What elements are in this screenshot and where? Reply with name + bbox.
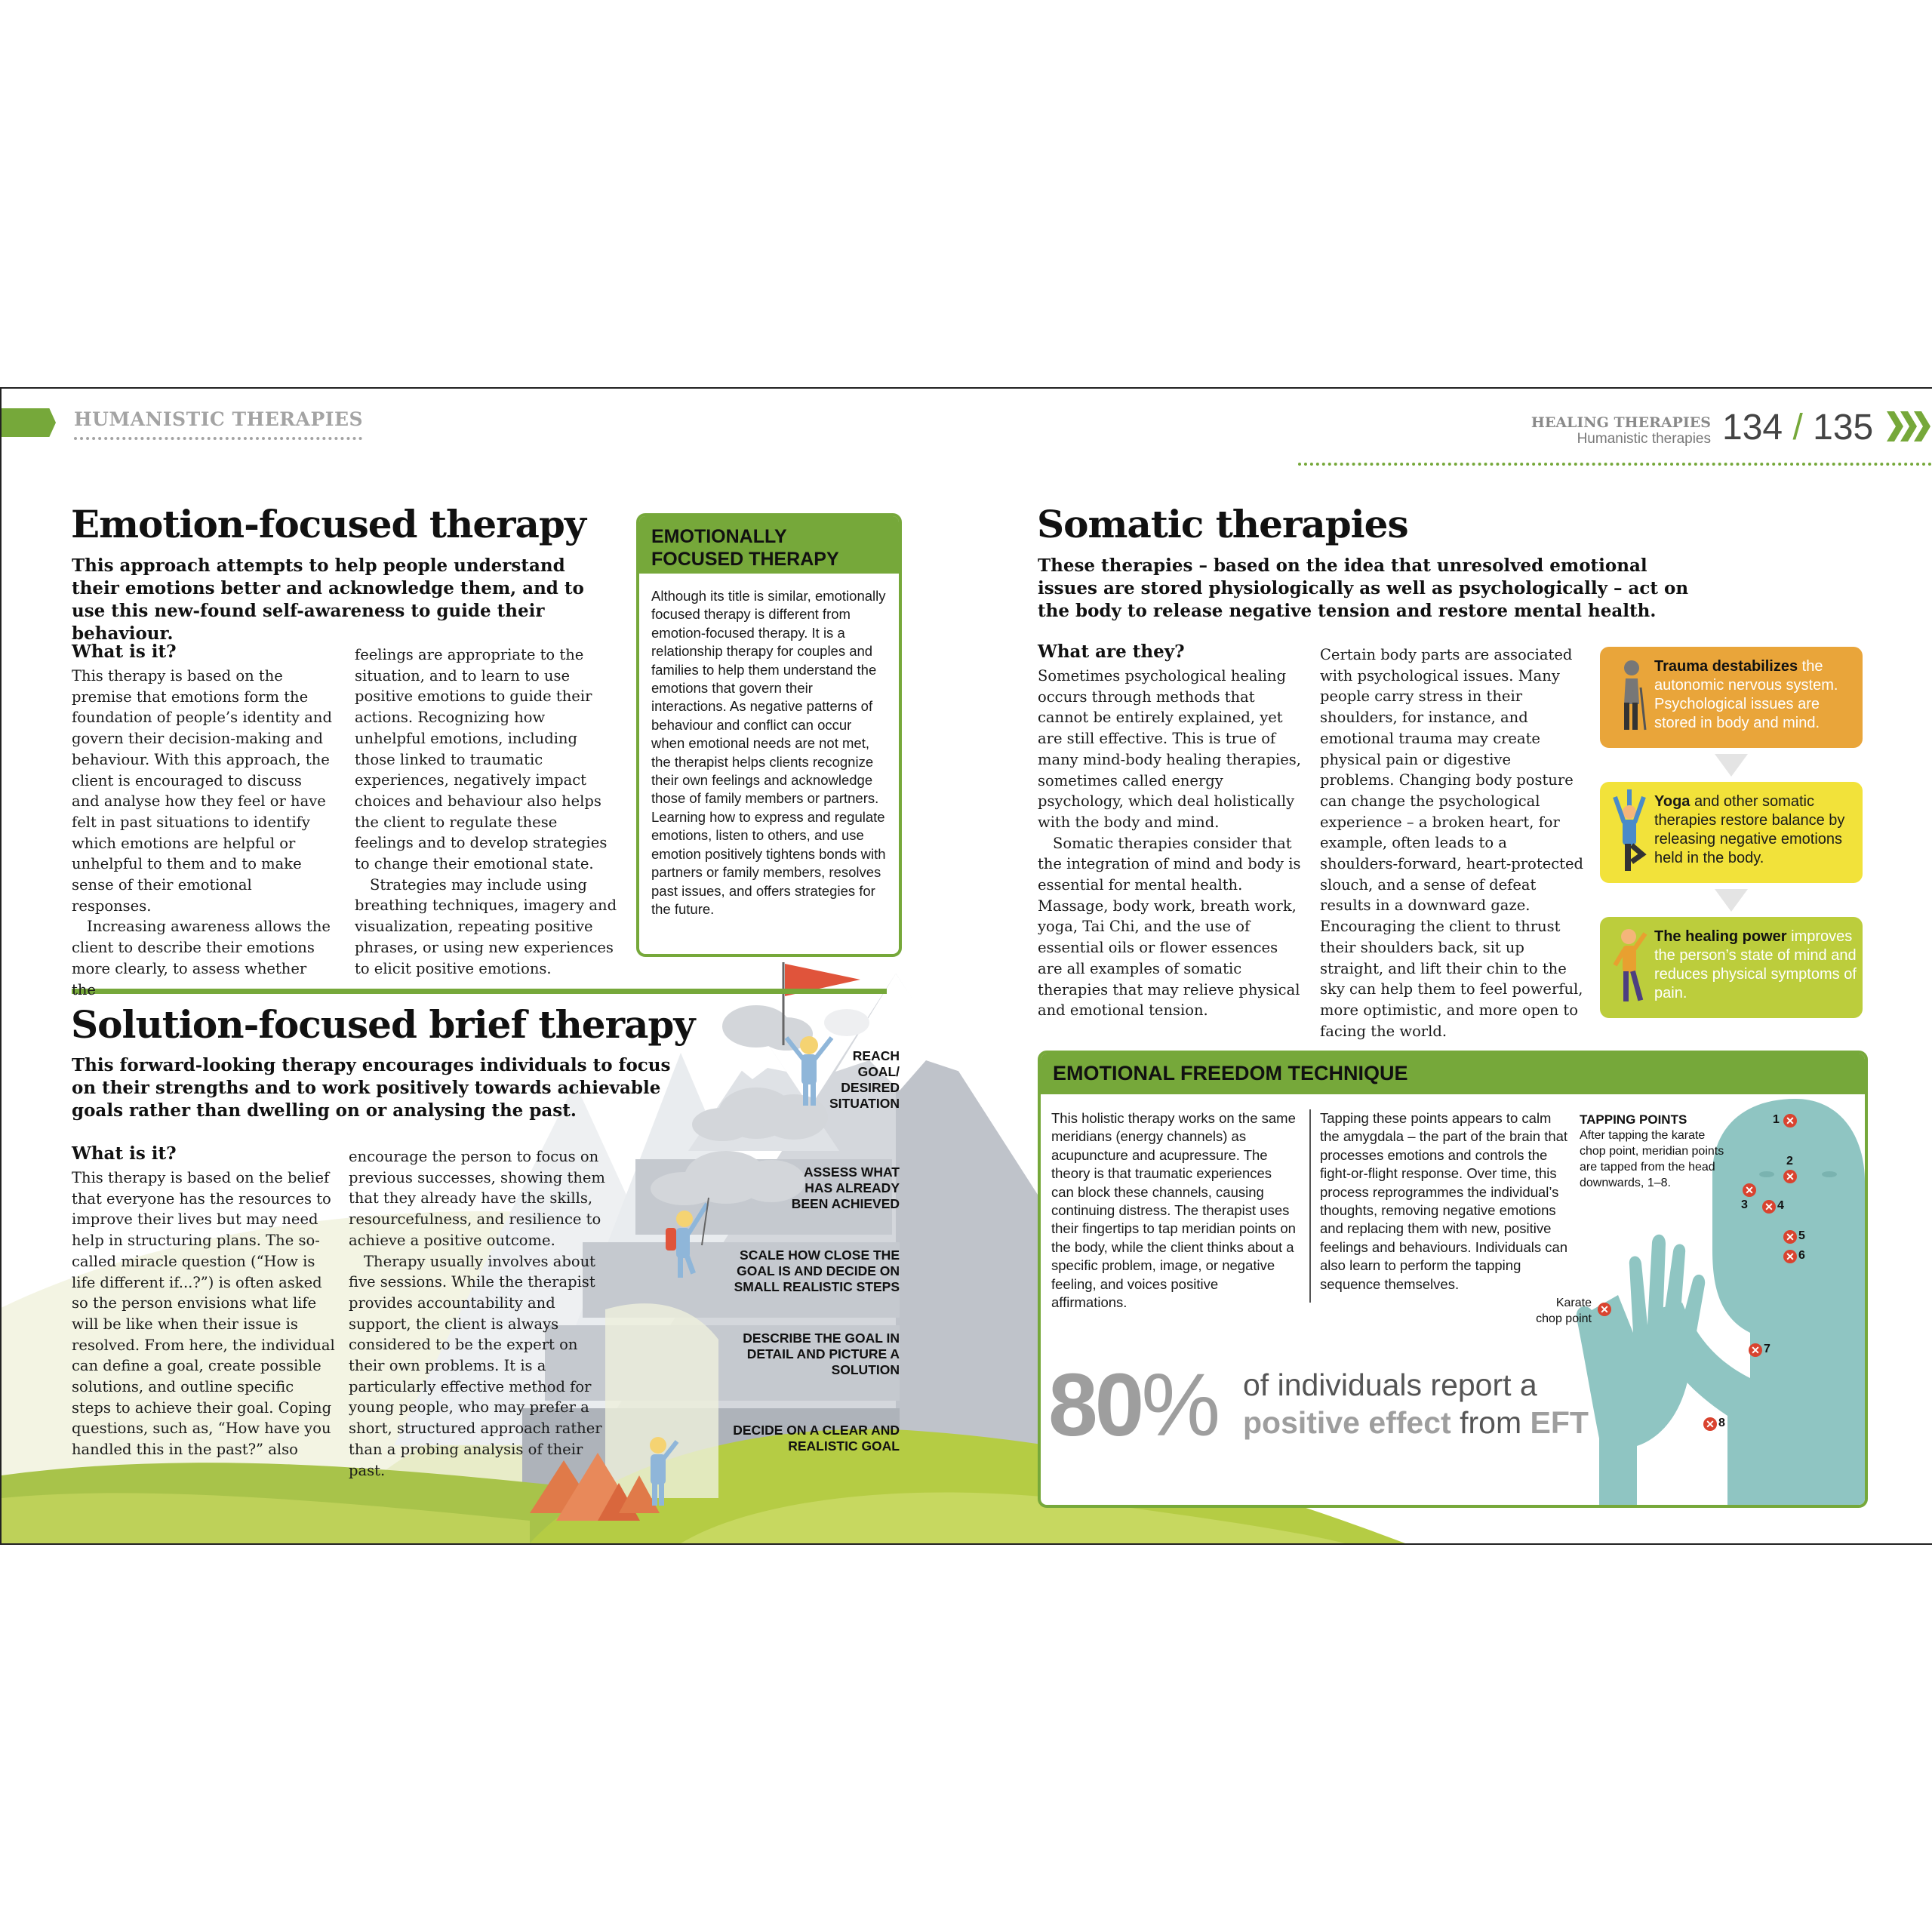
emotion-what-is-it: What is it? (72, 641, 177, 662)
tap-label-3: 3 (1741, 1198, 1748, 1211)
somatic-lead: These therapies – based on the idea that unresolved emotional issues are stored physiologically as well as psychologically – act on the body to release negative tension and restore mental health. (1038, 555, 1689, 621)
paragraph: This therapy is based on the belief that everyone has the resources to improve their lives but may need help in structuring plans. The so-called miracle question (“How is life different if...?”) is often asked so the person envisions what life will be like when their issue is resolved. From here, the individual can define a goal, create possible solutions, and outline specific steps to achieve their goal. Coping questions, such as, “How have you handled this in the past?” also (72, 1169, 335, 1459)
card-healing (1600, 917, 1863, 1018)
right-section-label: HEALING THERAPIES (1531, 414, 1711, 431)
karate-label-line1: Karate (1555, 1297, 1592, 1309)
emotion-col2 (355, 645, 620, 979)
somatic-col1 (1038, 666, 1302, 1021)
tap-point-1-icon: ✕ (1783, 1114, 1797, 1128)
arrow-down-icon (1715, 889, 1748, 912)
left-header-tab (2, 408, 56, 437)
paragraph: This therapy is based on the premise that emotions form the foundation of people’s identity and govern their decision-making and behaviour. With this approach, the client is encouraged to discuss and analyse how they feel or have felt in past situations to identify which emotions are helpful or unhelpful to them and to make sense of their emotional responses. (72, 667, 332, 915)
eft-col-divider (1309, 1109, 1311, 1303)
stooped-person-icon (1611, 657, 1648, 733)
left-running-head: HUMANISTIC THERAPIES (74, 408, 364, 430)
tap-label-4: 4 (1777, 1199, 1784, 1212)
tap-point-7-icon: ✕ (1749, 1343, 1762, 1357)
card-text: improves the person’s state of mind and reduces physical symptoms of pain. (1654, 928, 1857, 1001)
page-number-right: 135 (1813, 408, 1874, 448)
solution-col1 (72, 1168, 336, 1460)
tap-label-6: 6 (1798, 1249, 1805, 1262)
card-text: and other somatic therapies restore balance by releasing negative emotions held in the body. (1654, 793, 1845, 866)
tap-point-4-icon: ✕ (1762, 1200, 1776, 1214)
karate-label-line2: chop point (1536, 1312, 1592, 1325)
emotionally-focused-box (636, 513, 902, 957)
paragraph: Certain body parts are associated with psychological issues. Many people carry stress in their shoulders, for instance, and emotional trauma may create physical pain or digestive problems. Changing body posture can change the psychological experience – a broken heart, for example, often leads to a shoulders-forward, heart-protected slouch, and a sense of defeat results in a downward gaze. Encouraging the client to thrust their shoulders back, sit up straight, and lift their chin to the sky can help them to feel powerful, more optimistic, and more open to facing the world. (1320, 646, 1584, 1040)
card-bold: Trauma destabilizes (1654, 658, 1798, 675)
paragraph: Sometimes psychological healing occurs through methods that cannot be entirely explained, yet are still effective. This is true of many mind-body healing therapies, sometimes called energy psychology, which deal holistically with the body and mind. (1038, 667, 1301, 831)
step-scale: SCALE HOW CLOSE THE GOAL IS AND DECIDE ON SMALL REALISTIC STEPS (734, 1247, 900, 1294)
page-numbers (1722, 407, 1873, 448)
paragraph: Increasing awareness allows the client to describe their emotions more clearly, to assess whether the (72, 918, 331, 998)
solution-col2 (349, 1146, 614, 1481)
emotion-focused-lead: This approach attempts to help people understand their emotions better and acknowledge them, and to use this new-found self-awareness to guide their behaviour. (72, 555, 584, 644)
tapping-points-text: After tapping the karate chop point, meridian points are tapped from the head downwards, 1–8. (1580, 1129, 1724, 1189)
card-bold: Yoga (1654, 793, 1690, 810)
stat-number: 80 (1048, 1355, 1142, 1455)
emotionally-focused-box-text: Although its title is similar, emotionally focused therapy is different from emotion-focused therapy. It is a relationship therapy for couples and families to help them understand the emotions that govern their interactions. As negative patterns of behaviour and conflict can occur when emotional needs are not met, the therapist helps clients recognize their own feelings and acknowledge those of family members or partners. Learning how to express and regulate emotions, listen to others, and use emotion positively tightens bonds with partners or family members, resolves past issues, and offers strategies for the future. (651, 588, 886, 917)
solution-focused-title: Solution-focused brief therapy (71, 1002, 695, 1047)
tap-point-5-icon: ✕ (1783, 1230, 1797, 1244)
eft-box-header: EMOTIONAL FREEDOM TECHNIQUE (1041, 1054, 1865, 1094)
card-yoga-text (1654, 792, 1857, 868)
stat-caption (1243, 1366, 1589, 1441)
stat-text-b: from (1451, 1405, 1531, 1440)
arrow-down-icon (1715, 754, 1748, 777)
stat-emph-a: positive effect (1243, 1405, 1451, 1440)
left-header-dots (74, 437, 362, 440)
eft-col2: Tapping these points appears to calm the amygdala – the part of the brain that processes emotions and controls the fight-or-flight response. Over time, this process reprogrammes the individual’s thoughts, removing negative emotions and replacing them with new, positive feelings and behaviours. Individuals can also learn to perform the tapping sequence themselves. (1320, 1110, 1568, 1292)
card-bold: The healing power (1654, 928, 1787, 945)
tap-point-6-icon: ✕ (1783, 1250, 1797, 1263)
step-decide: DECIDE ON A CLEAR AND REALISTIC GOAL (733, 1423, 900, 1454)
somatic-title: Somatic therapies (1037, 502, 1408, 546)
tap-point-3-icon: ✕ (1743, 1183, 1756, 1197)
paragraph: Therapy usually involves about five sessions. While the therapist provides accountability and support, the client is always considered to be the expert on their own problems. It is a particularly effective method for young people, who may prefer a short, structured approach rather than a probing analysis of their past. (349, 1252, 602, 1479)
stat-line2 (1243, 1404, 1589, 1441)
stat-unit: % (1141, 1355, 1221, 1455)
page-number-sep: / (1792, 408, 1803, 448)
step-describe: DESCRIBE THE GOAL IN DETAIL AND PICTURE A SOLUTION (743, 1331, 900, 1377)
tap-label-8: 8 (1718, 1417, 1725, 1429)
stat-80-percent (1048, 1354, 1220, 1457)
somatic-what-are-they: What are they? (1038, 641, 1185, 662)
right-running-head (1481, 414, 1711, 448)
tap-label-5: 5 (1798, 1229, 1805, 1242)
tap-label-7: 7 (1764, 1343, 1770, 1355)
tap-point-karate-icon: ✕ (1598, 1303, 1611, 1316)
eft-col1: This holistic therapy works on the same meridians (energy channels) as acupuncture and acupressure. The theory is that traumatic experiences can block these channels, causing continuing distress. The therapist uses their fingertips to tap meridian points on the body, while the client thinks about a specific problem, image, or negative feeling, and voices positive affirmations. (1051, 1110, 1296, 1311)
right-header-dots (1298, 463, 1932, 466)
card-trauma-text (1654, 657, 1854, 733)
healed-person-icon (1609, 928, 1650, 1006)
stat-emph-c: EFT (1530, 1405, 1589, 1440)
box-title-line1: EMOTIONALLY (651, 526, 787, 547)
step-assess: ASSESS WHAT HAS ALREADY BEEN ACHIEVED (791, 1164, 900, 1211)
page-number-left: 134 (1722, 408, 1783, 448)
somatic-col2 (1320, 645, 1586, 1041)
solution-focused-lead: This forward-looking therapy encourages individuals to focus on their strengths and to work positively towards achievable goals rather than dwelling on or analysing the past. (72, 1055, 671, 1121)
card-text: the autonomic nervous system. Psychological issues are stored in body and mind. (1654, 658, 1838, 731)
book-spread (0, 387, 1932, 1545)
emotion-focused-title: Emotion-focused therapy (71, 502, 586, 546)
card-healing-text (1654, 928, 1857, 1003)
card-yoga (1600, 782, 1863, 883)
paragraph: Somatic therapies consider that the integration of mind and body is essential for mental health. Massage, body work, breath work, yoga, Tai Chi, and the use of essential oils or flower essences are all examples of somatic therapies that may relieve physical and emotional tension. (1038, 834, 1301, 1020)
paragraph: feelings are appropriate to the situation, and to learn to use positive emotions to guide their actions. Recognizing how unhelpful emotions, including those linked to traumatic experiences, negatively impact choices and behaviour also helps the client to regulate these feelings and to develop strategies to change their emotional state. (355, 646, 608, 873)
right-header-chevrons (1887, 411, 1930, 445)
stat-line1: of individuals report a (1243, 1367, 1537, 1402)
tap-label-1: 1 (1773, 1113, 1780, 1126)
yoga-pose-icon (1609, 789, 1650, 872)
tap-point-8-icon: ✕ (1703, 1417, 1717, 1431)
paragraph: encourage the person to focus on previous successes, showing them that they already have the skills, resourcefulness, and resilience to achieve a positive outcome. (349, 1148, 605, 1249)
step-reach-goal: REACH GOAL/ DESIRED SITUATION (829, 1048, 900, 1111)
eft-box (1038, 1051, 1868, 1508)
tapping-points-title: TAPPING POINTS (1580, 1112, 1687, 1127)
tap-point-2-icon: ✕ (1783, 1170, 1797, 1183)
karate-chop-label (1494, 1295, 1592, 1327)
emotion-col1 (72, 666, 333, 1000)
right-subsection-label: Humanistic therapies (1577, 431, 1711, 447)
card-trauma (1600, 647, 1863, 748)
solution-what-is-it: What is it? (72, 1143, 177, 1164)
box-title-line2: FOCUSED THERAPY (651, 549, 839, 570)
emotionally-focused-box-header (639, 516, 899, 574)
paragraph: Strategies may include using breathing techniques, imagery and visualization, repeating positive phrases, or using new experiences to elicit positive emotions. (355, 875, 617, 977)
tap-label-2: 2 (1786, 1155, 1793, 1168)
